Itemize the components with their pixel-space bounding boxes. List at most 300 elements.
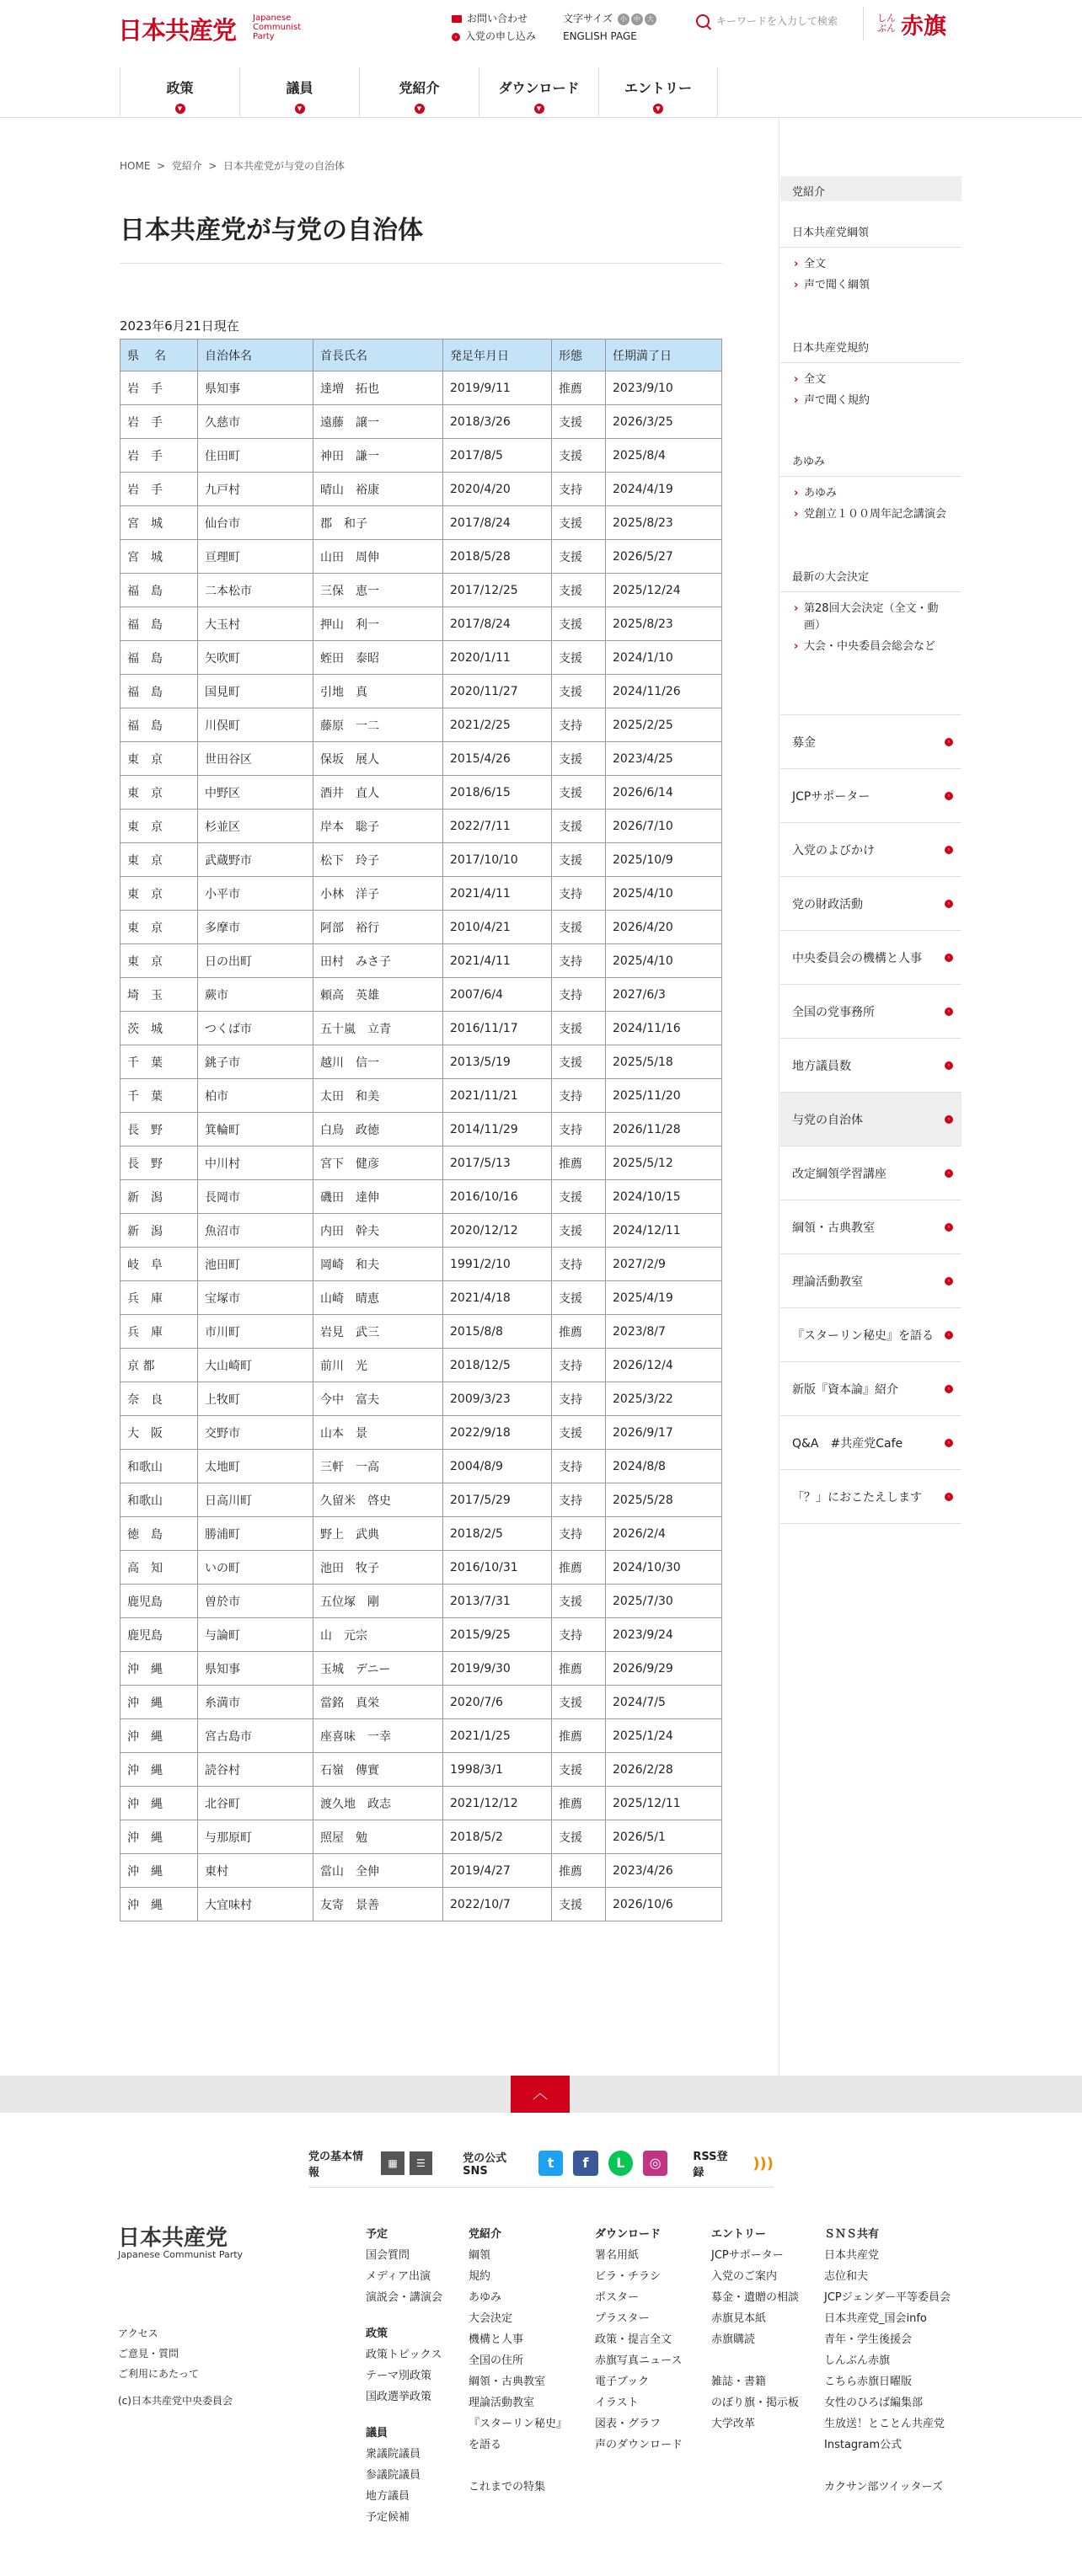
table-cell: 2021/4/11 [443, 944, 552, 978]
table-cell: 2018/6/15 [443, 776, 552, 810]
table-row [121, 1753, 722, 1787]
footer-link[interactable]: 大会決定 [469, 2312, 513, 2325]
table-cell: 2023/9/10 [606, 371, 722, 405]
table-cell: 2019/9/30 [443, 1652, 552, 1686]
table-cell: 奈 良 [121, 1382, 198, 1416]
search-icon [696, 14, 710, 28]
arrow-right-icon: › [945, 1115, 953, 1124]
table-cell: 2007/6/4 [443, 978, 552, 1012]
table-cell: 大 阪 [121, 1416, 198, 1450]
footer-link[interactable]: 『スターリン秘史』 [469, 2418, 568, 2430]
footer-link[interactable]: 国会質問 [366, 2249, 410, 2262]
table-cell: 沖 縄 [121, 1719, 198, 1753]
table-cell: 支援 [552, 405, 606, 439]
grid-icon[interactable]: ▦ [381, 2151, 404, 2175]
table-cell: 和歌山 [121, 1450, 198, 1483]
table-cell: 支持 [552, 978, 606, 1012]
chevron-right-icon: › [794, 640, 799, 653]
sidebar-group-title[interactable]: あゆみ [780, 452, 961, 477]
chevron-right-icon: › [794, 279, 799, 291]
table-cell: 2020/1/11 [443, 641, 552, 675]
table-cell: 五位塚 剛 [313, 1585, 443, 1618]
sidebar-menu-item[interactable] [780, 985, 961, 1039]
table-cell: 支援 [552, 439, 606, 473]
table-row [121, 473, 722, 506]
footer-section-title[interactable]: 議員 [366, 2427, 388, 2440]
english-page-link[interactable]: ENGLISH PAGE [563, 30, 637, 42]
nav-item-entry[interactable] [598, 67, 718, 116]
footer-section-title[interactable]: ＳＮＳ共有 [824, 2228, 880, 2241]
table-cell: 上牧町 [198, 1382, 313, 1416]
footer-link[interactable]: イラスト [595, 2397, 639, 2409]
table-cell: 2021/12/12 [443, 1787, 552, 1820]
table-cell: 支援 [552, 1012, 606, 1045]
sidebar-menu-label: 「？」におこたえします [792, 1490, 922, 1504]
footer-link[interactable]: こちら赤旗日曜版 [824, 2376, 913, 2388]
footer-link[interactable]: 政策トピックス [366, 2349, 442, 2361]
nav-item-about[interactable] [359, 67, 479, 116]
table-row [121, 1888, 722, 1921]
table-cell: 魚沼市 [198, 1214, 313, 1248]
footer-link[interactable]: しんぶん赤旗 [824, 2354, 891, 2367]
footer-logo[interactable]: 日本共産党 [118, 2226, 228, 2251]
table-cell: 世田谷区 [198, 742, 313, 776]
footer-section-title[interactable]: 政策 [366, 2327, 388, 2340]
table-cell: 勝浦町 [198, 1517, 313, 1551]
chevron-right-icon: › [794, 394, 799, 407]
table-cell: 交野市 [198, 1416, 313, 1450]
footer-link[interactable]: 志位和夫 [824, 2270, 869, 2283]
sidebar-menu-label: 中央委員会の機構と人事 [792, 951, 922, 965]
table-cell: 2024/1/10 [606, 641, 722, 675]
table-cell: 二本松市 [198, 574, 313, 607]
table-cell: 久留米 啓史 [313, 1483, 443, 1517]
table-cell: 田村 みさ子 [313, 944, 443, 978]
table-cell: 沖 縄 [121, 1854, 198, 1888]
table-cell: 高 知 [121, 1551, 198, 1585]
sidebar-menu-item[interactable] [780, 1200, 961, 1254]
table-cell: 2023/8/7 [606, 1315, 722, 1349]
table-cell: 2015/8/8 [443, 1315, 552, 1349]
sidebar-menu-item[interactable] [780, 1416, 961, 1470]
sidebar-menu-label: 募金 [792, 735, 816, 750]
table-row [121, 1382, 722, 1416]
table-cell: 大玉村 [198, 607, 313, 641]
sidebar-menu-item[interactable] [780, 1308, 961, 1362]
footer-link[interactable]: テーマ別政策 [366, 2370, 432, 2382]
table-cell: 2024/7/5 [606, 1686, 722, 1719]
table-cell: 野上 武典 [313, 1517, 443, 1551]
table-cell: 福 島 [121, 607, 198, 641]
sidebar-group-title[interactable]: 最新の大会決定 [780, 568, 961, 592]
sidebar-link[interactable] [780, 506, 961, 523]
footer-link[interactable]: 大学改革 [711, 2418, 756, 2430]
table-cell: 東 京 [121, 911, 198, 944]
table-cell: 兵 庫 [121, 1281, 198, 1315]
sidebar-link[interactable] [780, 371, 961, 388]
table-cell: 岩 手 [121, 371, 198, 405]
sidebar-menu-item[interactable] [780, 1039, 961, 1093]
table-cell: 兵 庫 [121, 1315, 198, 1349]
footer-link[interactable]: あゆみ [469, 2291, 502, 2304]
table-cell: 市川町 [198, 1315, 313, 1349]
nav-item-policy[interactable] [120, 67, 239, 116]
font-size-control [563, 10, 656, 45]
table-row [121, 1281, 722, 1315]
table-cell: 支援 [552, 675, 606, 708]
akahata-link[interactable] [863, 7, 946, 40]
table-cell: 2025/8/4 [606, 439, 722, 473]
table-row [121, 607, 722, 641]
table-cell: 當山 全伸 [313, 1854, 443, 1888]
table-cell: 2026/4/20 [606, 911, 722, 944]
table-cell: いの町 [198, 1551, 313, 1585]
copyright: (c)日本共産党中央委員会 [118, 2395, 233, 2407]
table-cell: 2018/5/2 [443, 1820, 552, 1854]
font-size-large-button[interactable]: 大 [645, 13, 656, 25]
global-nav [120, 67, 718, 116]
font-size-medium-button[interactable]: 中 [631, 13, 643, 25]
table-cell: 支持 [552, 1618, 606, 1652]
sidebar-menu-label: Q&A #共産党Cafe [792, 1436, 903, 1451]
table-cell: 支援 [552, 742, 606, 776]
table-cell: 銚子市 [198, 1045, 313, 1079]
feedback-link[interactable]: ご意見・質問 [118, 2348, 179, 2360]
table-cell: 与那原町 [198, 1820, 313, 1854]
contact-link[interactable] [452, 10, 536, 28]
footer-link[interactable]: JCPジェンダー平等委員会 [824, 2291, 951, 2304]
table-cell: 支援 [552, 776, 606, 810]
sidebar-menu-item[interactable] [780, 715, 961, 769]
footer-link[interactable]: 赤旗購読 [711, 2333, 756, 2346]
table-row [121, 1517, 722, 1551]
sidebar-link[interactable] [780, 485, 961, 502]
footer-link [711, 2350, 799, 2371]
footer-link[interactable]: 赤旗写真ニュース [595, 2354, 683, 2367]
table-cell: 2004/8/9 [443, 1450, 552, 1483]
footer-link[interactable]: メディア出演 [366, 2270, 431, 2283]
column-header: 形態 [552, 339, 606, 371]
table-cell: 支援 [552, 1180, 606, 1214]
logo-en-line: Party [253, 32, 275, 41]
table-cell: 日の出町 [198, 944, 313, 978]
table-row [121, 1652, 722, 1686]
footer-link[interactable]: 国政選挙政策 [366, 2391, 432, 2403]
footer-link[interactable]: 入党のご案内 [711, 2270, 778, 2283]
chevron-right-icon: › [794, 373, 799, 386]
table-cell: 東 京 [121, 877, 198, 911]
table-cell: 支援 [552, 1281, 606, 1315]
table-cell: 引地 真 [313, 675, 443, 708]
footer-section-title[interactable]: ダウンロード [595, 2228, 662, 2241]
font-size-small-button[interactable]: 小 [618, 13, 629, 25]
table-cell: 2021/4/11 [443, 877, 552, 911]
table-row [121, 1820, 722, 1854]
footer-link[interactable]: 予定候補 [366, 2511, 410, 2524]
sidebar-link[interactable] [780, 639, 961, 655]
breadcrumb-home[interactable]: HOME [120, 160, 151, 172]
table-cell: 2025/4/10 [606, 877, 722, 911]
table-cell: 小平市 [198, 877, 313, 911]
footer-link[interactable]: プラスター [595, 2312, 650, 2325]
table-cell: 2017/10/10 [443, 843, 552, 877]
sidebar-menu-item[interactable] [780, 823, 961, 877]
sidebar-menu-item[interactable] [780, 769, 961, 823]
footer-link[interactable]: 理論活動教室 [469, 2397, 535, 2409]
table-cell: 2025/3/22 [606, 1382, 722, 1416]
table-row [121, 675, 722, 708]
chevron-down-icon: ▼ [653, 104, 663, 114]
table-cell: 沖 縄 [121, 1787, 198, 1820]
table-row [121, 1686, 722, 1719]
table-cell: 支援 [552, 1585, 606, 1618]
sidebar-menu-label: 党の財政活動 [792, 897, 863, 911]
arrow-right-icon: › [945, 1277, 953, 1285]
table-row [121, 1214, 722, 1248]
nav-item-download[interactable] [479, 67, 598, 116]
sidebar-link-label: 声で聞く綱領 [804, 279, 870, 291]
table-row [121, 944, 722, 978]
table-cell: 押山 利一 [313, 607, 443, 641]
table-cell: 2025/1/24 [606, 1719, 722, 1753]
list-icon[interactable]: ☰ [410, 2151, 432, 2175]
footer-link[interactable]: 綱領 [469, 2249, 491, 2262]
table-cell: 藤原 一二 [313, 708, 443, 742]
footer-link[interactable]: のぼり旗・掲示板 [711, 2397, 800, 2409]
table-row [121, 1719, 722, 1753]
table-cell: 多摩市 [198, 911, 313, 944]
table-cell: 読谷村 [198, 1753, 313, 1787]
table-cell: 中川村 [198, 1146, 313, 1180]
footer-link[interactable]: 図表・グラフ [595, 2418, 662, 2430]
footer-link[interactable]: 赤旗見本紙 [711, 2312, 767, 2325]
table-cell: 2024/11/16 [606, 1012, 722, 1045]
access-link[interactable]: アクセス [118, 2327, 158, 2339]
footer-link[interactable]: 全国の住所 [469, 2354, 524, 2367]
footer-section-title[interactable]: 予定 [366, 2228, 388, 2241]
footer-section-title[interactable]: 党紹介 [469, 2228, 502, 2241]
facebook-icon[interactable]: f [573, 2151, 597, 2176]
table-cell: 2025/5/28 [606, 1483, 722, 1517]
table-cell: 曽於市 [198, 1585, 313, 1618]
table-cell: 新 潟 [121, 1180, 198, 1214]
footer-link[interactable]: 規約 [469, 2270, 491, 2283]
sidebar-link[interactable] [780, 256, 961, 273]
table-cell: 2023/4/26 [606, 1854, 722, 1888]
table-row [121, 1146, 722, 1180]
sidebar-menu-label: 理論活動教室 [792, 1275, 863, 1289]
table-cell: 支持 [552, 1450, 606, 1483]
footer-link[interactable]: 機構と人事 [469, 2333, 524, 2346]
table-cell: 蛭田 泰昭 [313, 641, 443, 675]
table-cell: 九戸村 [198, 473, 313, 506]
sidebar-link-label: 第28回大会決定（全文・動画） [804, 602, 939, 632]
table-cell: 2020/11/27 [443, 675, 552, 708]
nav-label: 党紹介 [399, 80, 440, 96]
footer-link[interactable]: 衆議院議員 [366, 2448, 421, 2461]
table-cell: 2017/8/5 [443, 439, 552, 473]
table-cell: 支援 [552, 843, 606, 877]
sidebar-menu-label: 改定綱領学習講座 [792, 1167, 886, 1181]
back-to-top-button[interactable] [511, 2076, 570, 2113]
rss-icon[interactable]: ))) [753, 2154, 774, 2172]
footer-link[interactable]: 募金・遺贈の相談 [711, 2291, 800, 2304]
table-cell: 中野区 [198, 776, 313, 810]
footer-link [824, 2456, 951, 2477]
instagram-icon[interactable]: ◎ [643, 2151, 667, 2176]
arrow-right-icon: › [945, 846, 953, 854]
table-cell: 蕨市 [198, 978, 313, 1012]
table-body [121, 371, 722, 1921]
table-header-row [121, 339, 722, 371]
sidebar-menu-item[interactable] [780, 1254, 961, 1308]
footer-link[interactable]: 演説会・講演会 [366, 2291, 443, 2304]
table-cell: 2023/4/25 [606, 742, 722, 776]
table-row [121, 439, 722, 473]
table-row [121, 1618, 722, 1652]
table-cell: 2024/10/30 [606, 1551, 722, 1585]
sidebar-menu-item[interactable] [780, 877, 961, 931]
sidebar-heading: 党紹介 [780, 176, 961, 201]
table-cell: 沖 縄 [121, 1686, 198, 1719]
table-cell: 箕輪町 [198, 1113, 313, 1146]
sidebar-link[interactable] [780, 393, 961, 409]
table-cell: 2013/5/19 [443, 1045, 552, 1079]
sidebar-group-title[interactable]: 日本共産党規約 [780, 339, 961, 363]
footer-link[interactable]: 綱領・古典教室 [469, 2376, 546, 2388]
table-cell: 太地町 [198, 1450, 313, 1483]
table-cell: 2017/8/24 [443, 607, 552, 641]
footer-link[interactable]: 電子ブック [595, 2376, 650, 2388]
footer-link[interactable]: 署名用紙 [595, 2249, 640, 2262]
search-box[interactable] [696, 13, 860, 28]
breadcrumb-about[interactable]: 党紹介 [171, 160, 202, 172]
table-cell: 2025/5/18 [606, 1045, 722, 1079]
table-row [121, 810, 722, 843]
footer-link[interactable]: 雑誌・書籍 [711, 2376, 767, 2388]
footer-link[interactable]: 参議院議員 [366, 2469, 421, 2482]
sidebar-menu-item[interactable] [780, 1146, 961, 1200]
footer-link[interactable]: を語る [469, 2439, 502, 2451]
table-cell: 達増 拓也 [313, 371, 443, 405]
table-cell: 支援 [552, 1686, 606, 1719]
footer-link[interactable]: 日本共産党_国会info [824, 2312, 927, 2325]
table-row [121, 540, 722, 574]
footer-section-title[interactable]: エントリー [711, 2228, 767, 2241]
join-link[interactable] [452, 28, 536, 45]
table-row [121, 1349, 722, 1382]
table-cell: 2026/12/4 [606, 1349, 722, 1382]
table-cell: 2025/12/24 [606, 574, 722, 607]
sidebar-link[interactable] [780, 601, 961, 634]
sidebar-menu-item[interactable] [780, 1470, 961, 1524]
sidebar-menu-item[interactable] [780, 1093, 961, 1146]
table-cell: 宮下 健彦 [313, 1146, 443, 1180]
municipality-table [120, 339, 722, 1921]
table-cell: 支持 [552, 708, 606, 742]
footer-link[interactable]: 地方議員 [366, 2490, 410, 2503]
table-cell: 2017/8/24 [443, 506, 552, 540]
table-cell: 2026/6/14 [606, 776, 722, 810]
table-cell: 宝塚市 [198, 1281, 313, 1315]
table-cell: 2023/9/24 [606, 1618, 722, 1652]
table-cell: 2016/10/16 [443, 1180, 552, 1214]
table-cell: 酒井 直人 [313, 776, 443, 810]
table-cell: 2026/10/6 [606, 1888, 722, 1921]
table-cell: 2026/2/28 [606, 1753, 722, 1787]
table-cell: 県知事 [198, 371, 313, 405]
footer-link[interactable]: 日本共産党 [824, 2249, 880, 2262]
terms-link[interactable]: ご利用にあたって [118, 2368, 200, 2380]
footer-column [469, 2224, 567, 2498]
footer-link[interactable]: ポスター [595, 2291, 640, 2304]
table-cell: 杉並区 [198, 810, 313, 843]
table-cell: 2016/10/31 [443, 1551, 552, 1585]
table-cell: 2021/2/25 [443, 708, 552, 742]
arrow-right-icon: › [945, 1223, 953, 1232]
table-cell: 沖 縄 [121, 1753, 198, 1787]
table-cell: 阿部 裕行 [313, 911, 443, 944]
footer-link[interactable]: 女性のひろば編集部 [824, 2397, 924, 2409]
nav-item-members[interactable] [239, 67, 359, 116]
footer-link[interactable]: カクサン部ツイッターズ [824, 2481, 943, 2493]
footer-link[interactable]: 声のダウンロード [595, 2439, 683, 2451]
contact-label: お問い合わせ [467, 13, 528, 24]
table-cell: 2022/10/7 [443, 1888, 552, 1921]
table-cell: 支援 [552, 1214, 606, 1248]
search-input[interactable]: キーワードを入力して検索 [716, 15, 838, 27]
table-cell: 2025/8/23 [606, 506, 722, 540]
table-row [121, 1180, 722, 1214]
footer-link[interactable]: 青年・学生後援会 [824, 2333, 913, 2346]
footer-link[interactable]: 生放送！とことん共産党 [824, 2418, 945, 2430]
table-cell: 池田町 [198, 1248, 313, 1281]
table-cell: 2017/5/29 [443, 1483, 552, 1517]
table-row [121, 641, 722, 675]
sidebar-group-title[interactable]: 日本共産党綱領 [780, 223, 961, 248]
chevron-right-icon: › [794, 258, 799, 270]
footer-column [595, 2224, 683, 2456]
table-row [121, 911, 722, 944]
table-cell: 1998/3/1 [443, 1753, 552, 1787]
sidebar-menu-item[interactable] [780, 1362, 961, 1416]
table-cell: 大宜味村 [198, 1888, 313, 1921]
table-cell: 2025/7/30 [606, 1585, 722, 1618]
footer-link[interactable]: これまでの特集 [469, 2481, 546, 2493]
table-cell: 宮古島市 [198, 1719, 313, 1753]
arrow-right-icon: › [945, 900, 953, 908]
table-cell: 2025/8/23 [606, 607, 722, 641]
sidebar-menu-item[interactable] [780, 931, 961, 985]
footer-link[interactable]: ビラ・チラシ [595, 2270, 662, 2283]
chevron-down-icon: ▼ [175, 104, 185, 114]
column-header: 任期満了日 [606, 339, 722, 371]
line-icon[interactable]: L [608, 2151, 633, 2176]
footer-link[interactable]: JCPサポーター [711, 2249, 784, 2262]
sidebar-link[interactable] [780, 277, 961, 294]
table-cell: 2016/11/17 [443, 1012, 552, 1045]
table-cell: 東 京 [121, 810, 198, 843]
footer-link[interactable]: Instagram公式 [824, 2439, 903, 2451]
table-cell: 亘理町 [198, 540, 313, 574]
table-cell: 支持 [552, 1517, 606, 1551]
table-cell: 支持 [552, 1483, 606, 1517]
footer-link[interactable]: 政策・提言全文 [595, 2333, 672, 2346]
table-cell: 川俣町 [198, 708, 313, 742]
twitter-icon[interactable]: t [538, 2151, 563, 2176]
table-cell: 沖 縄 [121, 1888, 198, 1921]
table-cell: 2026/5/27 [606, 540, 722, 574]
